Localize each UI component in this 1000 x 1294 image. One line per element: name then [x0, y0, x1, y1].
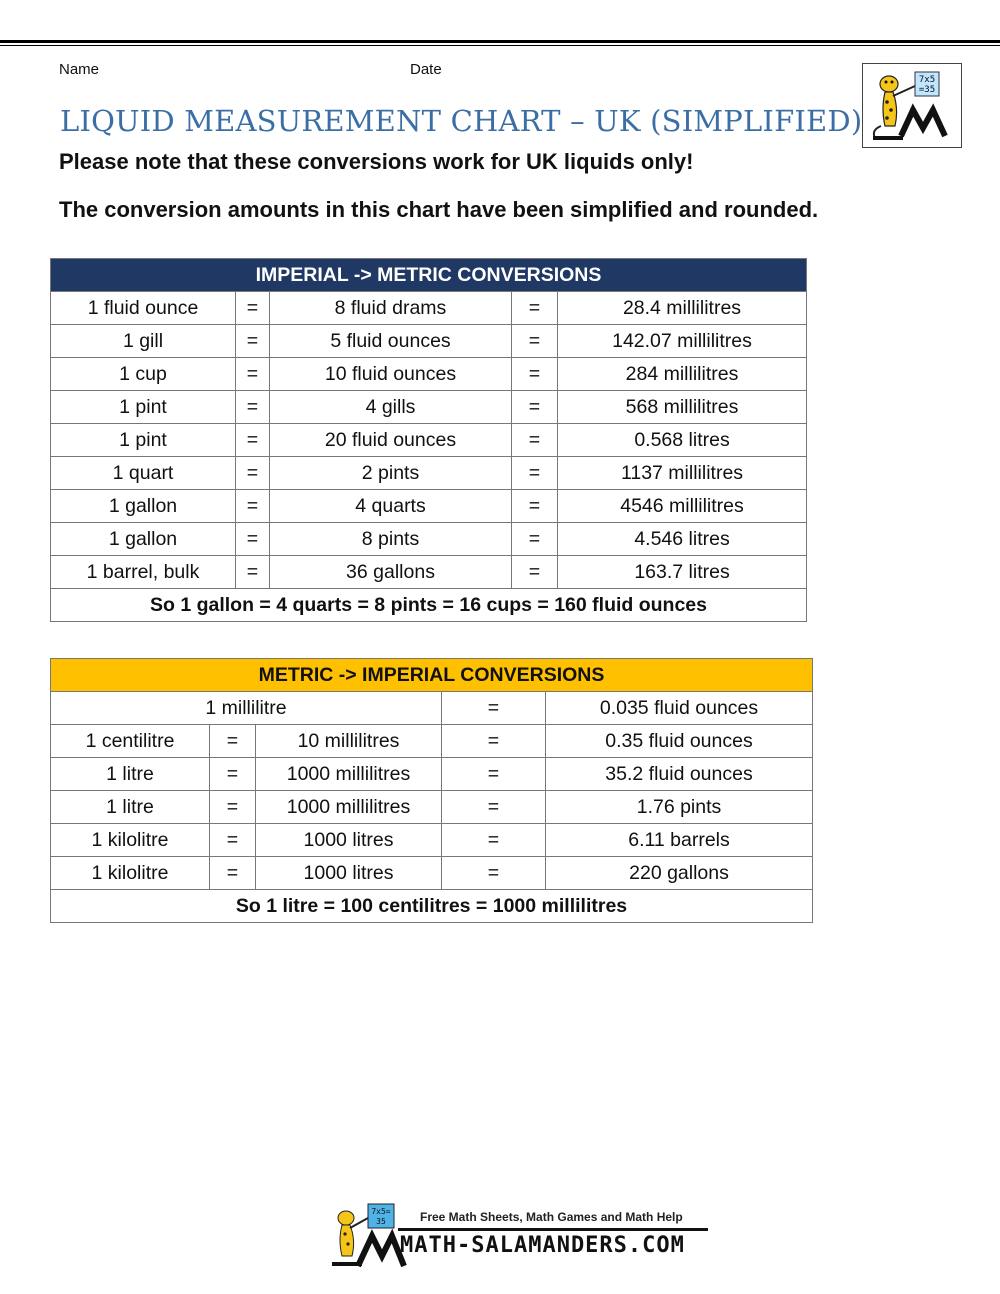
- cell-to: 0.35 fluid ounces: [546, 725, 813, 758]
- svg-text:7x5=: 7x5=: [371, 1207, 391, 1216]
- cell-to: 4546 millilitres: [558, 490, 807, 523]
- cell-to: 284 millilitres: [558, 358, 807, 391]
- cell-equals: =: [236, 556, 270, 589]
- imperial-table-header: IMPERIAL -> METRIC CONVERSIONS: [51, 259, 807, 292]
- cell-equals: =: [236, 457, 270, 490]
- cell-from: 1 kilolitre: [51, 857, 210, 890]
- table-row: [51, 523, 807, 556]
- footer-divider: [398, 1228, 708, 1231]
- cell-equals: =: [442, 791, 546, 824]
- cell-equals: =: [236, 292, 270, 325]
- cell-equals: =: [210, 824, 256, 857]
- cell-equals: =: [512, 523, 558, 556]
- page-title: LIQUID MEASUREMENT CHART – UK (SIMPLIFIED): [60, 104, 863, 138]
- footer-site-name: MATH-SALAMANDERS.COM: [400, 1233, 685, 1258]
- imperial-to-metric-table: [50, 258, 807, 622]
- table-row: [51, 791, 813, 824]
- cell-to: 35.2 fluid ounces: [546, 758, 813, 791]
- name-label: Name: [59, 61, 100, 78]
- cell-middle: 1000 millilitres: [256, 758, 442, 791]
- date-label: Date: [410, 61, 442, 78]
- top-rule-thin: [0, 45, 1000, 46]
- cell-middle: 4 quarts: [270, 490, 512, 523]
- cell-from: 1 gill: [51, 325, 236, 358]
- cell-from: 1 pint: [51, 424, 236, 457]
- table-row: [51, 692, 813, 725]
- cell-middle: 8 fluid drams: [270, 292, 512, 325]
- cell-from: 1 cup: [51, 358, 236, 391]
- cell-to: 142.07 millilitres: [558, 325, 807, 358]
- table-row: [51, 490, 807, 523]
- table-row: [51, 457, 807, 490]
- cell-equals: =: [442, 857, 546, 890]
- footer-logo: [328, 1200, 713, 1270]
- table-row: [51, 325, 807, 358]
- table-row: [51, 556, 807, 589]
- cell-equals: =: [442, 725, 546, 758]
- cell-middle: 5 fluid ounces: [270, 325, 512, 358]
- cell-to: 0.568 litres: [558, 424, 807, 457]
- cell-equals: =: [210, 725, 256, 758]
- cell-equals: =: [210, 857, 256, 890]
- cell-equals: =: [512, 358, 558, 391]
- cell-equals: =: [512, 457, 558, 490]
- cell-from: 1 litre: [51, 758, 210, 791]
- cell-to: 1.76 pints: [546, 791, 813, 824]
- cell-from: 1 pint: [51, 391, 236, 424]
- cell-middle: 36 gallons: [270, 556, 512, 589]
- note-uk-only: Please note that these conversions work for UK liquids only!: [59, 149, 694, 174]
- metric-table-header: METRIC -> IMPERIAL CONVERSIONS: [51, 659, 813, 692]
- cell-to: 163.7 litres: [558, 556, 807, 589]
- cell-to: 0.035 fluid ounces: [546, 692, 813, 725]
- note-simplified: The conversion amounts in this chart have been simplified and rounded.: [59, 197, 819, 222]
- cell-middle: 4 gills: [270, 391, 512, 424]
- math-salamanders-logo: [862, 63, 962, 148]
- cell-to: 4.546 litres: [558, 523, 807, 556]
- cell-to: 568 millilitres: [558, 391, 807, 424]
- cell-equals: =: [442, 758, 546, 791]
- cell-equals: =: [236, 325, 270, 358]
- cell-from: 1 millilitre: [51, 692, 442, 725]
- table-row: [51, 391, 807, 424]
- cell-from: 1 fluid ounce: [51, 292, 236, 325]
- cell-equals: =: [210, 758, 256, 791]
- cell-equals: =: [236, 358, 270, 391]
- cell-equals: =: [512, 424, 558, 457]
- table-row: [51, 857, 813, 890]
- cell-middle: 10 fluid ounces: [270, 358, 512, 391]
- cell-middle: 1000 litres: [256, 857, 442, 890]
- cell-from: 1 gallon: [51, 523, 236, 556]
- metric-summary: So 1 litre = 100 centilitres = 1000 millilitres: [51, 890, 813, 923]
- cell-to: 28.4 millilitres: [558, 292, 807, 325]
- cell-equals: =: [236, 424, 270, 457]
- cell-equals: =: [512, 325, 558, 358]
- cell-equals: =: [512, 292, 558, 325]
- cell-from: 1 centilitre: [51, 725, 210, 758]
- cell-equals: =: [236, 490, 270, 523]
- cell-equals: =: [512, 391, 558, 424]
- svg-text:=35: =35: [918, 85, 936, 95]
- table-row: [51, 824, 813, 857]
- cell-to: 6.11 barrels: [546, 824, 813, 857]
- cell-from: 1 gallon: [51, 490, 236, 523]
- svg-text:7x5: 7x5: [918, 75, 936, 85]
- table-row: [51, 424, 807, 457]
- footer-tagline: Free Math Sheets, Math Games and Math Help: [420, 1210, 683, 1224]
- cell-equals: =: [210, 791, 256, 824]
- cell-middle: 10 millilitres: [256, 725, 442, 758]
- metric-to-imperial-table: [50, 658, 813, 923]
- cell-equals: =: [442, 824, 546, 857]
- cell-from: 1 barrel, bulk: [51, 556, 236, 589]
- cell-middle: 1000 litres: [256, 824, 442, 857]
- salamander-teacher-icon: [863, 64, 961, 147]
- cell-middle: 2 pints: [270, 457, 512, 490]
- cell-equals: =: [512, 490, 558, 523]
- cell-from: 1 quart: [51, 457, 236, 490]
- imperial-summary: So 1 gallon = 4 quarts = 8 pints = 16 cups = 160 fluid ounces: [51, 589, 807, 622]
- cell-middle: 8 pints: [270, 523, 512, 556]
- table-row: [51, 358, 807, 391]
- table-row: [51, 292, 807, 325]
- cell-to: 220 gallons: [546, 857, 813, 890]
- table-row: [51, 725, 813, 758]
- cell-from: 1 kilolitre: [51, 824, 210, 857]
- cell-middle: 1000 millilitres: [256, 791, 442, 824]
- cell-equals: =: [236, 523, 270, 556]
- cell-to: 1137 millilitres: [558, 457, 807, 490]
- footer-salamander-icon: [328, 1200, 408, 1270]
- cell-middle: 20 fluid ounces: [270, 424, 512, 457]
- cell-equals: =: [512, 556, 558, 589]
- table-row: [51, 758, 813, 791]
- cell-equals: =: [442, 692, 546, 725]
- top-rule: [0, 40, 1000, 43]
- svg-text:35: 35: [376, 1217, 386, 1226]
- cell-equals: =: [236, 391, 270, 424]
- cell-from: 1 litre: [51, 791, 210, 824]
